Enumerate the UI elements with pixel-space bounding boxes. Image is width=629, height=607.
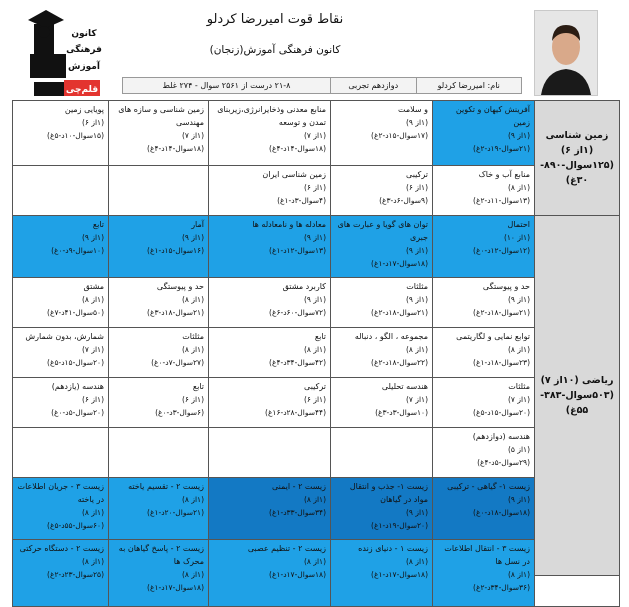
logo-text-3: آموزش <box>68 62 100 72</box>
topic-name: منابع معدنی وذخایرانرژی،زیربنای تمدن و توسعه <box>217 105 326 127</box>
topic-name: زمین شناسی و سازه های مهندسی <box>118 105 204 127</box>
topic-rank: (۱از ۸) <box>405 557 428 566</box>
topic-score: (۲۲سوال-۱۸د-۲غ) <box>371 358 428 367</box>
topic-rank: (۱از ۸) <box>81 508 104 517</box>
topic-score: (۲۰سوال-۱۵د-۵غ) <box>47 358 104 367</box>
topic-score: (۱۵سوال-۱۰د-۵غ) <box>47 131 104 140</box>
strengths-table <box>12 100 620 607</box>
topic-score: (۱۷سوال-۱۵د-۲غ) <box>371 131 428 140</box>
topic-name: زیست ۲ - تنظیم عصبی <box>247 544 326 553</box>
topic-rank: (۱از ۵) <box>507 445 530 454</box>
topic-rank: (۱از ۶) <box>181 395 204 404</box>
topic-score: (۱۰سوال-۹د-۰غ) <box>51 246 104 255</box>
report-title: نقاط قوت امیررضا کردلو <box>206 12 344 27</box>
topic-name: هندسه (یازدهم) <box>51 382 104 391</box>
empty-cell <box>331 428 433 478</box>
topic-rank: (۱از ۸) <box>181 570 204 579</box>
strength-cell <box>13 378 109 428</box>
topic-score: (۱۸سوال-۱۴د-۴غ) <box>269 144 326 153</box>
topic-rank: (۱از ۹) <box>303 295 326 304</box>
empty-cell <box>109 166 209 216</box>
topic-name: توابع نمایی و لگاریتمی <box>456 332 530 341</box>
strength-cell <box>109 216 209 278</box>
logo-text-4: قلم‌چی <box>65 85 99 95</box>
report-subtitle: کانون فرهنگی آموزش(زنجان) <box>209 44 341 56</box>
strength-cell <box>209 101 331 166</box>
topic-score: (۱۸سوال-۱۷د-۱غ) <box>371 259 428 268</box>
topic-rank: (۱از ۹) <box>303 233 326 242</box>
topic-name: شمارش، بدون شمارش <box>25 332 104 341</box>
topic-score: (۱۳سوال-۱۲د-۱غ) <box>269 246 326 255</box>
topic-rank: (۱از ۸) <box>507 570 530 579</box>
strength-cell <box>331 540 433 607</box>
topic-name: توان های گویا و عبارت های جبری <box>337 220 428 242</box>
topic-rank: (۱از ۸) <box>303 495 326 504</box>
topic-rank: (۱از ۹) <box>181 233 204 242</box>
topic-name: زیست ۳ - انتقال اطلاعات در نسل ها <box>444 544 530 566</box>
empty-cell <box>13 428 109 478</box>
section-geology: زمین شناسی (۱از ۶) (۱۲۵سوال-۸۹۰- ۳۰غ) <box>535 101 620 216</box>
strength-cell <box>331 478 433 540</box>
strength-cell <box>209 378 331 428</box>
student-info-bar <box>122 77 522 94</box>
topic-score: (۱۸سوال-۱۸د-۰غ) <box>473 508 530 517</box>
strength-cell <box>109 328 209 378</box>
topic-name: زیست ۱ - دنیای زنده <box>358 544 428 553</box>
topic-score: (۲۰سوال-۱۹د-۱غ) <box>371 521 428 530</box>
topic-name: زیست ۳ - جریان اطلاعات در یاخته <box>17 482 104 504</box>
strength-cell <box>433 478 535 540</box>
topic-name: معادله ها و نامعادله ها <box>252 220 326 229</box>
topic-score: (۱۲سوال-۱۲د-۰غ) <box>473 246 530 255</box>
topic-score: (۲۱سوال-۱۸د-۲غ) <box>473 308 530 317</box>
topic-name: زیست ۲ - دستگاه حرکتی <box>19 544 104 553</box>
strength-cell <box>209 478 331 540</box>
strength-cell <box>13 278 109 328</box>
strength-cell <box>331 328 433 378</box>
topic-score: (۱۸سوال-۱۷د-۱غ) <box>269 570 326 579</box>
topic-name: زیست ۲ - تقسیم یاخته <box>128 482 204 491</box>
student-grade: دوازدهم تجربی <box>330 78 416 93</box>
topic-rank: (۱از ۸) <box>507 183 530 192</box>
topic-score: (۲۱سوال-۱۸د-۳غ) <box>147 308 204 317</box>
topic-name: هندسه (دوازدهم) <box>472 432 530 441</box>
strength-cell <box>109 378 209 428</box>
strength-cell <box>13 328 109 378</box>
topic-rank: (۱از ۶) <box>81 395 104 404</box>
topic-name: مثلثات <box>406 282 428 291</box>
topic-rank: (۱از ۶) <box>405 183 428 192</box>
topic-rank: (۱از ۹) <box>405 295 428 304</box>
topic-score: (۲۰سوال-۱۵د-۵غ) <box>473 408 530 417</box>
topic-rank: (۱از ۶) <box>303 183 326 192</box>
strength-cell <box>13 478 109 540</box>
topic-score: (۷۲سوال-۶۰د-۶غ) <box>269 308 326 317</box>
topic-rank: (۱از ۷) <box>303 131 326 140</box>
strength-cell <box>109 278 209 328</box>
topic-score: (۲۹سوال-۵د-۴غ) <box>477 458 530 467</box>
topic-rank: (۱از ۱۰) <box>503 233 530 242</box>
student-name: نام: امیررضا کردلو <box>416 78 521 93</box>
strength-cell <box>109 478 209 540</box>
topic-score: (۱۸سوال-۱۴د-۴غ) <box>147 144 204 153</box>
topic-rank: (۱از ۸) <box>405 345 428 354</box>
topic-name: پویایی زمین <box>64 105 104 114</box>
topic-rank: (۱از ۹) <box>405 118 428 127</box>
topic-name: کاربرد مشتق <box>282 282 326 291</box>
topic-rank: (۱از ۸) <box>181 345 204 354</box>
topic-score: (۴۲سوال-۳۴د-۴غ) <box>269 358 326 367</box>
strength-cell <box>433 101 535 166</box>
topic-rank: (۱از ۷) <box>405 395 428 404</box>
topic-rank: (۱از ۸) <box>303 557 326 566</box>
topic-name: ترکیبی <box>304 382 326 391</box>
strength-cell <box>331 278 433 328</box>
empty-cell <box>209 428 331 478</box>
student-photo <box>534 10 598 96</box>
topic-score: (۶سوال-۳د-۰غ) <box>155 408 204 417</box>
strength-cell <box>209 328 331 378</box>
topic-name: زیست ۱- جذب و انتقال مواد در گیاهان <box>349 482 428 504</box>
student-stats: ۲۱-۸ درست از ۲۵۶۱ سوال - ۲۷۴ غلط <box>162 81 291 90</box>
topic-score: (۱۶سوال-۱۵د-۱غ) <box>147 246 204 255</box>
strength-cell <box>13 540 109 607</box>
topic-rank: (۱از ۸) <box>181 495 204 504</box>
topic-rank: (۱از ۹) <box>405 508 428 517</box>
strength-cell <box>109 540 209 607</box>
logo-text-2: فرهنگی <box>66 45 102 55</box>
strength-cell <box>433 216 535 278</box>
strength-cell <box>209 166 331 216</box>
topic-name: تابع <box>314 332 326 341</box>
topic-rank: (۱از ۷) <box>507 395 530 404</box>
topic-rank: (۱از ۶) <box>303 395 326 404</box>
topic-rank: (۱از ۹) <box>507 495 530 504</box>
topic-name: آفرینش کیهان و تکوین زمین <box>455 105 530 127</box>
topic-score: (۲۰سوال-۵د-۰غ) <box>51 408 104 417</box>
topic-rank: (۱از ۹) <box>405 246 428 255</box>
topic-score: (۲۱سوال-۱۹د-۲غ) <box>473 144 530 153</box>
topic-score: (۲۱سوال-۲۰د-۱غ) <box>147 508 204 517</box>
topic-score: (۲۳سوال-۱۸د-۱غ) <box>473 358 530 367</box>
topic-name: حد و پیوستگی <box>482 282 530 291</box>
section-biology <box>535 576 620 607</box>
topic-name: ترکیبی <box>406 170 428 179</box>
strength-cell <box>109 101 209 166</box>
topic-score: (۱۳سوال-۱۱د-۲غ) <box>473 196 530 205</box>
topic-score: (۲۷سوال-۷د-۰غ) <box>151 358 204 367</box>
report-header <box>0 0 629 100</box>
topic-name: حد و پیوستگی <box>156 282 204 291</box>
topic-name: مجموعه ، الگو ، دنباله <box>354 332 428 341</box>
topic-rank: (۱از ۷) <box>181 131 204 140</box>
topic-name: مثلثات <box>508 382 530 391</box>
topic-name: زمین شناسی ایران <box>262 170 326 179</box>
topic-score: (۳۴سوال-۳۳د-۱غ) <box>269 508 326 517</box>
strength-cell <box>433 166 535 216</box>
topic-name: احتمال <box>507 220 530 229</box>
logo-text-1: کانون <box>71 29 97 39</box>
topic-rank: (۱از ۸) <box>303 345 326 354</box>
topic-name: هندسه تحلیلی <box>381 382 428 391</box>
strength-cell <box>331 101 433 166</box>
topic-rank: (۱از ۸) <box>181 295 204 304</box>
topic-rank: (۱از ۸) <box>81 557 104 566</box>
topic-rank: (۱از ۹) <box>81 233 104 242</box>
strength-cell <box>209 540 331 607</box>
topic-rank: (۱از ۹) <box>507 131 530 140</box>
topic-score: (۶۰سوال-۵۵د-۵غ) <box>47 521 104 530</box>
topic-name: تابع <box>192 382 204 391</box>
topic-rank: (۱از ۸) <box>507 345 530 354</box>
topic-score: (۱۰سوال-۳د-۳غ) <box>375 408 428 417</box>
topic-score: (۲۵سوال-۲۳د-۲غ) <box>47 570 104 579</box>
topic-name: مشتق <box>83 282 104 291</box>
topic-rank: (۱از ۷) <box>81 345 104 354</box>
topic-score: (۱۸سوال-۱۷د-۱غ) <box>147 583 204 592</box>
topic-name: زیست ۲ - پاسخ گیاهان به محرک ها <box>118 544 204 566</box>
strength-cell <box>13 216 109 278</box>
topic-score: (۹سوال-۶د-۳غ) <box>379 196 428 205</box>
strength-cell <box>433 278 535 328</box>
topic-score: (۵۰سوال-۴۱د-۷غ) <box>47 308 104 317</box>
kanoon-logo <box>24 6 102 100</box>
strength-cell <box>209 278 331 328</box>
strength-cell <box>331 378 433 428</box>
strength-cell <box>433 328 535 378</box>
topic-name: تابع <box>92 220 104 229</box>
strength-cell <box>331 216 433 278</box>
strength-cell <box>331 166 433 216</box>
topic-score: (۴سوال-۳د-۱غ) <box>277 196 326 205</box>
topic-score: (۳۶سوال-۳۴د-۲غ) <box>473 583 530 592</box>
empty-cell <box>109 428 209 478</box>
topic-name: زیست ۱- گیاهی - ترکیبی <box>447 482 530 491</box>
topic-name: زیست ۲ - ایمنی <box>271 482 326 491</box>
strength-cell <box>433 540 535 607</box>
empty-cell <box>13 166 109 216</box>
topic-score: (۲۱سوال-۱۸د-۲غ) <box>371 308 428 317</box>
strength-cell <box>13 101 109 166</box>
section-math: ریاضی (۱۰از ۷) (۵۰۳سوال-۳۸۳- ۵۵غ) <box>535 216 620 576</box>
strength-cell <box>209 216 331 278</box>
topic-rank: (۱از ۸) <box>81 295 104 304</box>
topic-rank: (۱از ۶) <box>81 118 104 127</box>
topic-score: (۱۸سوال-۱۷د-۱غ) <box>371 570 428 579</box>
topic-score: (۴۴سوال-۲۸د-۱۶غ) <box>265 408 326 417</box>
strength-cell <box>433 378 535 428</box>
topic-name: منابع آب و خاک <box>478 170 530 179</box>
topic-name: آمار <box>191 220 204 229</box>
strength-cell <box>433 428 535 478</box>
topic-name: و سلامت <box>397 105 428 114</box>
topic-name: مثلثات <box>182 332 204 341</box>
topic-rank: (۱از ۹) <box>507 295 530 304</box>
